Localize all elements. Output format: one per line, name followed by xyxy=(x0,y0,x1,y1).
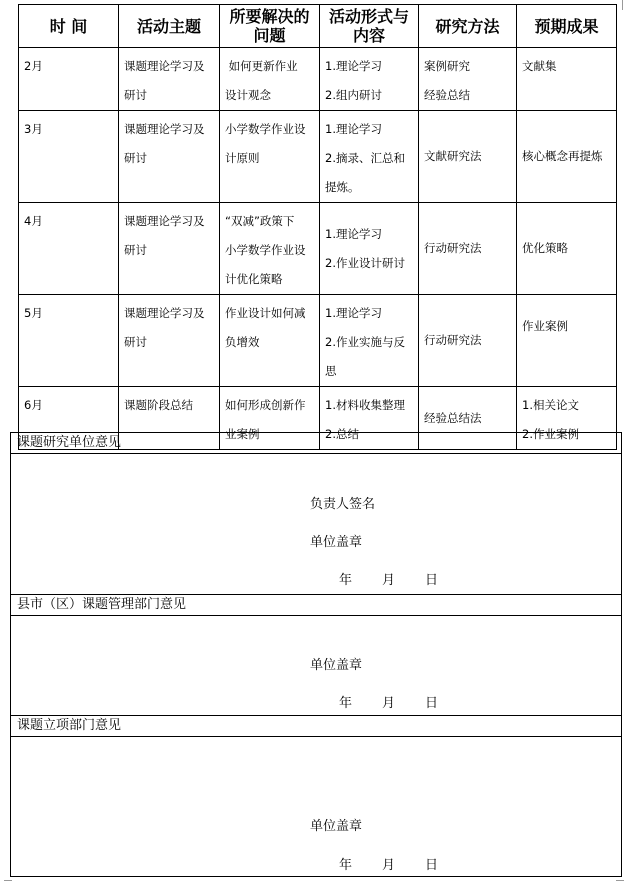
cell-result: 优化策略 xyxy=(522,241,568,255)
date-day: 日 xyxy=(425,696,439,711)
cell-method: 经验总结法 xyxy=(424,410,482,425)
stamp-label: 单位盖章 xyxy=(310,658,363,673)
signer-label: 负责人签名 xyxy=(310,497,376,512)
cell-month: 6月 xyxy=(24,398,43,412)
corner-mark xyxy=(616,880,624,881)
cell-theme: 课题理论学习及 研讨 xyxy=(124,59,205,102)
cell-problem: 如何更新作业 设计观念 xyxy=(225,59,298,102)
cell-problem: 如何形成创新作 业案例 xyxy=(225,398,306,441)
cell-form: 1.理论学习 2.作业实施与反 思 xyxy=(325,306,405,378)
cell-theme: 课题理论学习及 研讨 xyxy=(124,214,205,257)
cell-method: 文献研究法 xyxy=(424,149,482,163)
header-method: 研究方法 xyxy=(419,5,517,48)
county-opinion-title: 县市（区）课题管理部门意见 xyxy=(11,595,621,616)
unit-opinion-section xyxy=(10,432,622,595)
date-day: 日 xyxy=(425,858,439,873)
cell-form: 1.理论学习 2.组内研讨 xyxy=(325,59,382,102)
header-problem: 所要解决的 问题 xyxy=(220,5,320,48)
cell-form: 1.理论学习 2.作业设计研讨 xyxy=(325,226,405,270)
stamp-label: 单位盖章 xyxy=(310,819,363,834)
cell-result: 1.相关论文 2.作业案例 xyxy=(522,398,579,441)
county-opinion-section xyxy=(10,594,622,716)
cell-result: 作业案例 xyxy=(522,319,568,333)
cell-problem: 作业设计如何减 负增效 xyxy=(225,306,306,349)
date-line xyxy=(339,572,438,590)
table-row xyxy=(19,48,617,111)
cell-problem: “双减”政策下 小学数学作业设 计优化策略 xyxy=(225,214,306,286)
cell-problem: 小学数学作业设 计原则 xyxy=(225,122,306,165)
date-year: 年 xyxy=(339,696,353,711)
date-line xyxy=(339,695,438,713)
cell-month: 2月 xyxy=(24,59,43,73)
table-row xyxy=(19,111,617,203)
cell-form: 1.材料收集整理 2.总结 xyxy=(325,398,405,441)
cell-theme: 课题阶段总结 xyxy=(124,398,193,412)
cell-theme: 课题理论学习及 研讨 xyxy=(124,122,205,165)
date-month: 月 xyxy=(382,696,396,711)
date-day: 日 xyxy=(425,573,439,588)
cell-method: 行动研究法 xyxy=(424,333,482,347)
cell-method: 行动研究法 xyxy=(424,241,482,255)
header-time: 时 间 xyxy=(19,5,119,48)
date-month: 月 xyxy=(382,573,396,588)
unit-opinion-title: 课题研究单位意见 xyxy=(11,433,621,454)
date-line xyxy=(339,857,438,875)
date-year: 年 xyxy=(339,573,353,588)
date-month: 月 xyxy=(382,858,396,873)
header-form: 活动形式与 内容 xyxy=(320,5,419,48)
table-row xyxy=(19,295,617,387)
corner-mark xyxy=(622,0,623,10)
date-year: 年 xyxy=(339,858,353,873)
header-theme: 活动主题 xyxy=(119,5,220,48)
approval-opinion-title: 课题立项部门意见 xyxy=(11,716,621,737)
cell-result: 文献集 xyxy=(522,59,557,73)
approval-opinion-section xyxy=(10,715,622,877)
corner-mark xyxy=(4,880,12,881)
cell-month: 4月 xyxy=(24,214,43,228)
cell-form: 1.理论学习 2.摘录、汇总和 提炼。 xyxy=(325,122,405,194)
cell-theme: 课题理论学习及 研讨 xyxy=(124,306,205,349)
cell-method: 案例研究 经验总结 xyxy=(424,59,470,102)
cell-result: 核心概念再提炼 xyxy=(522,149,603,163)
cell-month: 3月 xyxy=(24,122,43,136)
stamp-label: 单位盖章 xyxy=(310,535,363,550)
table-row xyxy=(19,203,617,295)
cell-month: 5月 xyxy=(24,306,43,320)
table-header-row xyxy=(19,5,617,48)
schedule-table xyxy=(18,4,617,450)
header-result: 预期成果 xyxy=(517,5,617,48)
